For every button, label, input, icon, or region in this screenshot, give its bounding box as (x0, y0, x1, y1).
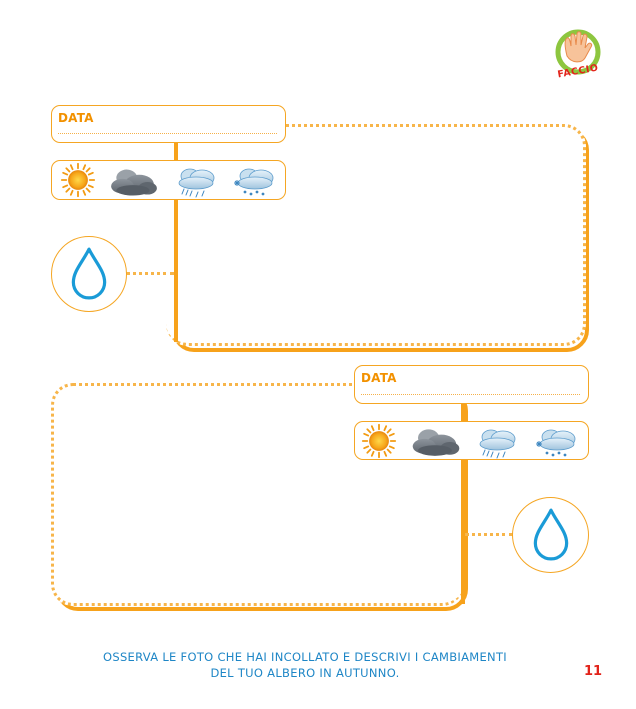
faccio-badge (550, 26, 606, 86)
page-number: 11 (584, 664, 603, 679)
snow-cloud-icon[interactable] (532, 424, 582, 460)
rain-cloud-icon[interactable] (474, 424, 522, 460)
date-label: DATA (361, 371, 397, 385)
date-label: DATA (58, 111, 94, 125)
photo-frame[interactable] (166, 124, 586, 346)
faccio-label: FACCIO (556, 62, 600, 81)
date-box[interactable] (354, 365, 589, 404)
drop-circle[interactable] (512, 497, 589, 573)
cloud-icon[interactable] (108, 163, 160, 199)
date-line (361, 394, 580, 395)
water-drop-icon (66, 244, 112, 304)
cloud-icon[interactable] (409, 423, 463, 459)
instruction-line-2: DEL TUO ALBERO IN AUTUNNO. (210, 666, 400, 680)
sun-icon[interactable] (60, 162, 96, 198)
sun-icon[interactable] (361, 423, 397, 459)
date-line (58, 133, 277, 134)
drop-connector (126, 272, 174, 275)
rain-cloud-icon[interactable] (173, 163, 221, 199)
instruction-line-1: OSSERVA LE FOTO CHE HAI INCOLLATO E DESCRIVI I CAMBIAMENTI (103, 650, 507, 664)
snow-cloud-icon[interactable] (230, 163, 280, 199)
instruction-text (60, 649, 550, 681)
weather-selector (354, 421, 589, 460)
date-box[interactable] (51, 105, 286, 143)
water-drop-icon (528, 505, 574, 565)
drop-connector (465, 533, 513, 536)
drop-circle[interactable] (51, 236, 127, 312)
weather-selector (51, 160, 286, 200)
photo-frame[interactable] (51, 383, 464, 606)
